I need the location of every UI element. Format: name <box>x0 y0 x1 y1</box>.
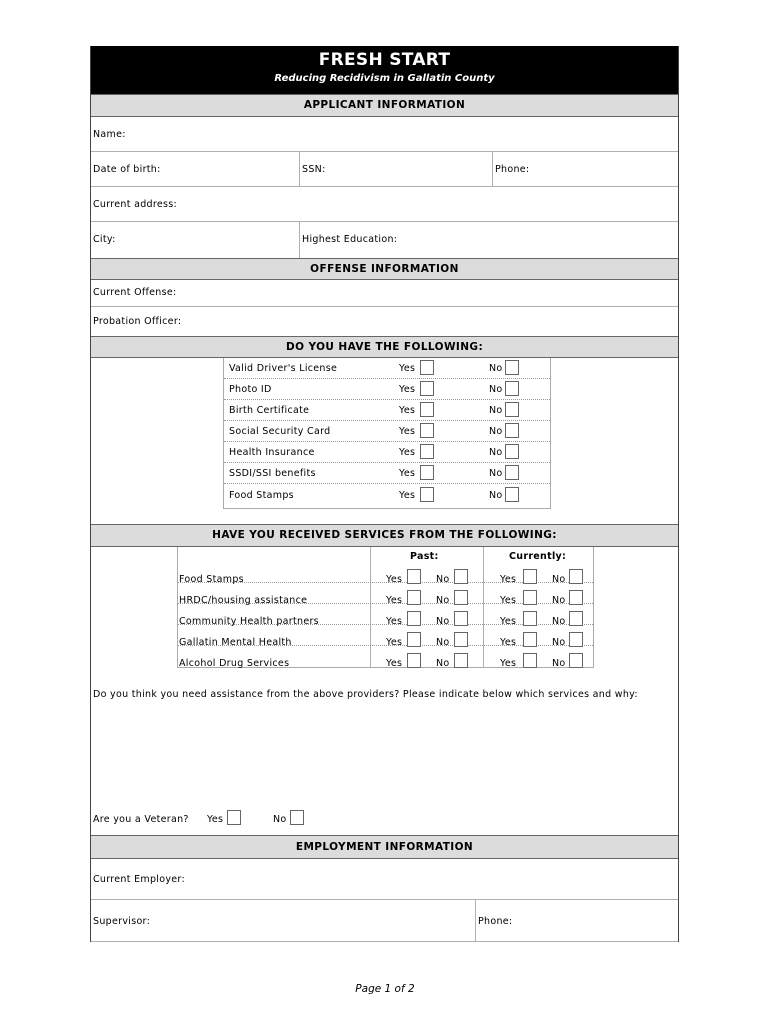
past-yes-checkbox[interactable] <box>407 590 421 605</box>
no-checkbox[interactable] <box>505 381 519 396</box>
no-checkbox[interactable] <box>505 402 519 417</box>
table-row <box>224 442 550 463</box>
table-row <box>224 358 550 379</box>
item-label: Food Stamps <box>179 574 244 585</box>
table-row <box>224 421 550 442</box>
yes-checkbox[interactable] <box>420 487 434 502</box>
assistance-answer-area[interactable] <box>93 706 673 806</box>
phone-label: Phone: <box>495 164 530 175</box>
yes-label: Yes <box>399 490 416 501</box>
past-yes-label: Yes <box>386 616 403 627</box>
no-label: No <box>489 468 503 479</box>
section-title: DO YOU HAVE THE FOLLOWING: <box>285 341 484 353</box>
past-yes-checkbox[interactable] <box>407 632 421 647</box>
item-label: Alcohol Drug Services <box>179 658 290 669</box>
section-do-you-have <box>91 336 678 358</box>
section-title: EMPLOYMENT INFORMATION <box>295 841 474 853</box>
currently-header: Currently: <box>509 551 567 562</box>
current-no-checkbox[interactable] <box>569 632 583 647</box>
past-no-label: No <box>436 574 450 585</box>
current-no-label: No <box>552 595 566 606</box>
current-yes-checkbox[interactable] <box>523 632 537 647</box>
yes-label: Yes <box>399 426 416 437</box>
past-yes-checkbox[interactable] <box>407 611 421 626</box>
divider <box>492 152 493 187</box>
no-label: No <box>489 405 503 416</box>
table-row <box>178 637 593 669</box>
employer-row[interactable] <box>91 859 678 900</box>
form-header <box>91 46 678 94</box>
section-title: HAVE YOU RECEIVED SERVICES FROM THE FOLLOWING: <box>212 529 557 541</box>
past-header: Past: <box>410 551 439 562</box>
veteran-no-label: No <box>273 814 287 825</box>
current-yes-label: Yes <box>500 574 517 585</box>
past-yes-label: Yes <box>386 637 403 648</box>
dob-ssn-phone-row[interactable] <box>91 152 678 187</box>
dob-label: Date of birth: <box>93 164 161 175</box>
no-checkbox[interactable] <box>505 487 519 502</box>
past-no-checkbox[interactable] <box>454 632 468 647</box>
item-label: Gallatin Mental Health <box>179 637 292 648</box>
yes-checkbox[interactable] <box>420 381 434 396</box>
item-label: Community Health partners <box>179 616 319 627</box>
current-yes-checkbox[interactable] <box>523 611 537 626</box>
past-no-checkbox[interactable] <box>454 569 468 584</box>
application-form <box>90 46 679 942</box>
past-no-checkbox[interactable] <box>454 611 468 626</box>
table-row <box>224 379 550 400</box>
yes-label: Yes <box>399 405 416 416</box>
yes-label: Yes <box>399 447 416 458</box>
employer-label: Current Employer: <box>93 874 185 885</box>
veteran-yes-label: Yes <box>207 814 224 825</box>
past-yes-label: Yes <box>386 658 403 669</box>
divider <box>299 222 300 258</box>
past-yes-label: Yes <box>386 574 403 585</box>
item-label: Birth Certificate <box>229 405 310 416</box>
section-received-services <box>91 524 678 547</box>
current-offense-row[interactable] <box>91 280 678 307</box>
past-no-checkbox[interactable] <box>454 653 468 668</box>
address-row[interactable] <box>91 187 678 222</box>
current-no-label: No <box>552 658 566 669</box>
education-label: Highest Education: <box>302 234 398 245</box>
veteran-question: Are you a Veteran? <box>93 814 189 825</box>
no-label: No <box>489 426 503 437</box>
past-no-label: No <box>436 637 450 648</box>
current-yes-label: Yes <box>500 658 517 669</box>
city-education-row[interactable] <box>91 222 678 258</box>
employer-phone-label: Phone: <box>478 916 513 927</box>
table-row <box>224 484 550 507</box>
name-label: Name: <box>93 129 126 140</box>
city-label: City: <box>93 234 116 245</box>
past-no-label: No <box>436 658 450 669</box>
current-yes-checkbox[interactable] <box>523 653 537 668</box>
supervisor-label: Supervisor: <box>93 916 151 927</box>
past-yes-checkbox[interactable] <box>407 569 421 584</box>
form-title: FRESH START <box>318 50 451 70</box>
veteran-no-checkbox[interactable] <box>290 810 304 825</box>
no-checkbox[interactable] <box>505 360 519 375</box>
current-no-checkbox[interactable] <box>569 569 583 584</box>
current-offense-label: Current Offense: <box>93 287 177 298</box>
probation-officer-row[interactable] <box>91 307 678 336</box>
yes-label: Yes <box>399 468 416 479</box>
assistance-question: Do you think you need assistance from the above providers? Please indicate below which services and why: <box>93 689 638 700</box>
item-label: HRDC/housing assistance <box>179 595 308 606</box>
current-no-label: No <box>552 574 566 585</box>
no-label: No <box>489 363 503 374</box>
yes-checkbox[interactable] <box>420 423 434 438</box>
yes-checkbox[interactable] <box>420 402 434 417</box>
item-label: SSDI/SSI benefits <box>229 468 316 479</box>
past-yes-checkbox[interactable] <box>407 653 421 668</box>
probation-officer-label: Probation Officer: <box>93 316 182 327</box>
past-no-label: No <box>436 616 450 627</box>
section-offense-info <box>91 258 678 280</box>
yes-label: Yes <box>399 384 416 395</box>
yes-checkbox[interactable] <box>420 465 434 480</box>
documents-table <box>223 358 551 509</box>
current-yes-label: Yes <box>500 616 517 627</box>
page-number: Page 1 of 2 <box>355 983 415 995</box>
no-label: No <box>489 384 503 395</box>
section-title: OFFENSE INFORMATION <box>310 263 459 275</box>
supervisor-row[interactable] <box>91 900 678 942</box>
divider <box>299 152 300 187</box>
form-subtitle: Reducing Recidivism in Gallatin County <box>274 73 495 84</box>
current-yes-checkbox[interactable] <box>523 569 537 584</box>
yes-checkbox[interactable] <box>420 360 434 375</box>
current-yes-label: Yes <box>500 637 517 648</box>
veteran-yes-checkbox[interactable] <box>227 810 241 825</box>
yes-label: Yes <box>399 363 416 374</box>
no-label: No <box>489 447 503 458</box>
services-table <box>177 547 594 668</box>
current-no-label: No <box>552 637 566 648</box>
no-checkbox[interactable] <box>505 444 519 459</box>
table-row <box>224 400 550 421</box>
current-no-checkbox[interactable] <box>569 611 583 626</box>
item-label: Health Insurance <box>229 447 315 458</box>
no-checkbox[interactable] <box>505 423 519 438</box>
past-no-checkbox[interactable] <box>454 590 468 605</box>
ssn-label: SSN: <box>302 164 326 175</box>
no-checkbox[interactable] <box>505 465 519 480</box>
item-label: Photo ID <box>229 384 272 395</box>
current-no-checkbox[interactable] <box>569 653 583 668</box>
section-employment-info <box>91 835 678 859</box>
no-label: No <box>489 490 503 501</box>
current-yes-checkbox[interactable] <box>523 590 537 605</box>
item-label: Valid Driver's License <box>229 363 338 374</box>
item-label: Food Stamps <box>229 490 294 501</box>
past-yes-label: Yes <box>386 595 403 606</box>
yes-checkbox[interactable] <box>420 444 434 459</box>
current-no-checkbox[interactable] <box>569 590 583 605</box>
current-yes-label: Yes <box>500 595 517 606</box>
item-label: Social Security Card <box>229 426 331 437</box>
table-row <box>224 463 550 484</box>
section-applicant-info <box>91 94 678 117</box>
section-title: APPLICANT INFORMATION <box>303 99 466 111</box>
past-no-label: No <box>436 595 450 606</box>
current-no-label: No <box>552 616 566 627</box>
name-row[interactable] <box>91 117 678 152</box>
divider <box>475 900 476 942</box>
address-label: Current address: <box>93 199 178 210</box>
